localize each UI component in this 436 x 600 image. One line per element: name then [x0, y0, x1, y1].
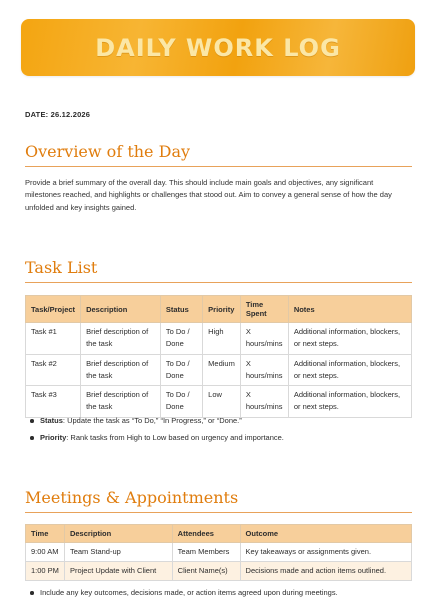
meeting-attendees-cell: Client Name(s) — [172, 562, 240, 581]
table-row — [26, 323, 412, 355]
list-item — [30, 416, 284, 426]
task-description-cell: Brief description of the task — [81, 386, 161, 418]
meeting-outcome-cell: Decisions made and action items outlined. — [240, 562, 411, 581]
note-label: Priority — [40, 433, 67, 442]
column-header: Time — [26, 525, 65, 543]
meetings-table-header — [26, 525, 412, 543]
task-notes-cell: Additional information, blockers, or next steps. — [288, 386, 411, 418]
column-header: Description — [81, 296, 161, 323]
task-notes-list — [30, 416, 284, 450]
task-list-heading: Task List — [25, 258, 412, 283]
title-banner — [21, 19, 415, 76]
task-notes-cell: Additional information, blockers, or next steps. — [288, 323, 411, 355]
column-header: Outcome — [240, 525, 411, 543]
task-priority-cell: Low — [203, 386, 241, 418]
column-header: Status — [160, 296, 202, 323]
task-name-cell: Task #2 — [26, 354, 81, 386]
meetings-heading: Meetings & Appointments — [25, 488, 412, 513]
task-table — [25, 295, 412, 418]
date-line: DATE: 26.12.2026 — [25, 110, 91, 119]
document-title: DAILY WORK LOG — [95, 33, 341, 62]
list-item: Include any key outcomes, decisions made, or action items agreed upon during meetings. — [30, 588, 338, 598]
table-row — [26, 354, 412, 386]
task-time-cell: X hours/mins — [240, 323, 288, 355]
task-notes-cell: Additional information, blockers, or next steps. — [288, 354, 411, 386]
column-header: Time Spent — [240, 296, 288, 323]
task-time-cell: X hours/mins — [240, 354, 288, 386]
task-name-cell: Task #3 — [26, 386, 81, 418]
column-header: Attendees — [172, 525, 240, 543]
meeting-time-cell: 1:00 PM — [26, 562, 65, 581]
column-header: Priority — [203, 296, 241, 323]
meeting-outcome-cell: Key takeaways or assignments given. — [240, 543, 411, 562]
meeting-attendees-cell: Team Members — [172, 543, 240, 562]
task-description-cell: Brief description of the task — [81, 323, 161, 355]
overview-text: Provide a brief summary of the overall day. This should include main goals and objectives, any significant milestones reached, and highlights or challenges that stood out. Aim to convey a general sense of how the day unfolded and key insights gained. — [25, 178, 392, 212]
meeting-description-cell: Project Update with Client — [64, 562, 172, 581]
task-description-cell: Brief description of the task — [81, 354, 161, 386]
meetings-table — [25, 524, 412, 581]
task-priority-cell: High — [203, 323, 241, 355]
table-row — [26, 562, 412, 581]
task-status-cell: To Do / Done — [160, 386, 202, 418]
list-item — [30, 433, 284, 443]
task-status-cell: To Do / Done — [160, 323, 202, 355]
task-table-header — [26, 296, 412, 323]
column-header: Notes — [288, 296, 411, 323]
column-header: Task/Project — [26, 296, 81, 323]
task-priority-cell: Medium — [203, 354, 241, 386]
task-name-cell: Task #1 — [26, 323, 81, 355]
table-row — [26, 543, 412, 562]
note-label: Status — [40, 416, 63, 425]
note-text: : Rank tasks from High to Low based on urgency and importance. — [66, 433, 284, 442]
meeting-time-cell: 9:00 AM — [26, 543, 65, 562]
task-status-cell: To Do / Done — [160, 354, 202, 386]
column-header: Description — [64, 525, 172, 543]
task-time-cell: X hours/mins — [240, 386, 288, 418]
overview-heading: Overview of the Day — [25, 142, 412, 167]
meetings-notes-list — [30, 588, 338, 600]
meeting-description-cell: Team Stand-up — [64, 543, 172, 562]
table-row — [26, 386, 412, 418]
note-text: : Update the task as “To Do,” “In Progress,” or “Done.” — [62, 416, 242, 425]
